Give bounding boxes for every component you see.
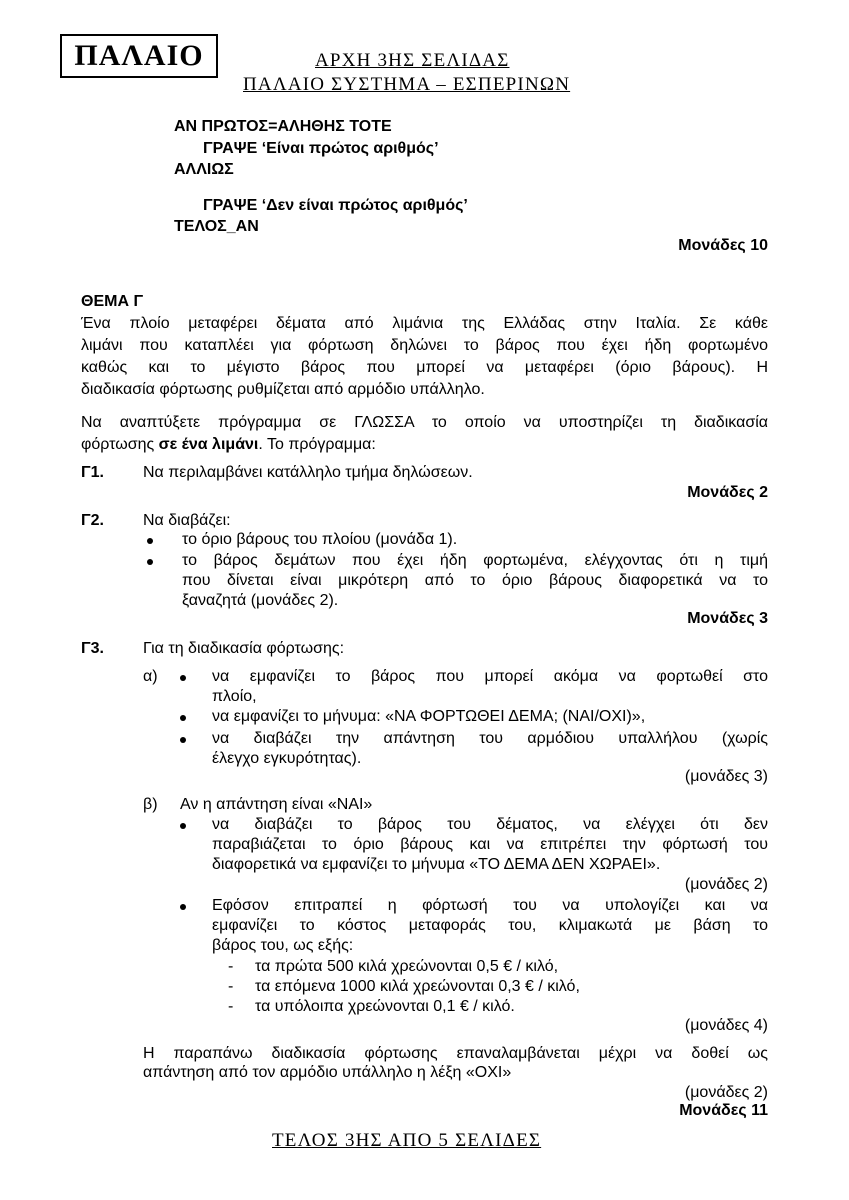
g3-a-bullet3-line1: να διαβάζει την απάντηση του αρμόδιου υπαλλήλου (χωρίς <box>212 730 768 747</box>
theme-p1-line1: Ένα πλοίο μεταφέρει δέματα από λιμάνια της Ελλάδας στην Ιταλία. Σε κάθε <box>81 315 768 332</box>
bullet-icon <box>180 675 186 681</box>
code-line-1: ΑΝ ΠΡΩΤΟΣ=ΑΛΗΘΗΣ ΤΟΤΕ <box>174 118 392 135</box>
g3-rate-1: τα πρώτα 500 κιλά χρεώνονται 0,5 € / κιλό, <box>255 958 559 975</box>
g3-b-intro: Αν η απάντηση είναι «ΝΑΙ» <box>180 796 373 813</box>
g3-b-label: β) <box>143 796 158 813</box>
theme-p2-text-bold: σε ένα λιμάνι <box>158 436 259 453</box>
g3-b-bullet1-points: (μονάδες 2) <box>684 876 768 893</box>
g2-points: Μονάδες 3 <box>687 610 768 627</box>
bullet-icon <box>147 559 153 565</box>
g3-b-bullet2-line1: Εφόσον επιτραπεί η φόρτωσή του να υπολογίζει και να <box>212 897 768 914</box>
g2-bullet1: το όριο βάρους του πλοίου (μονάδα 1). <box>182 531 458 548</box>
g1-text: Να περιλαμβάνει κατάλληλο τμήμα δηλώσεων. <box>143 464 473 481</box>
g3-a-bullet3-line2: έλεγχο εγκυρότητας). <box>212 750 362 767</box>
g3-b-bullet2-line3: βάρος του, ως εξής: <box>212 937 354 954</box>
code-line-2: ΓΡΑΨΕ ‘Είναι πρώτος αριθμός’ <box>203 140 439 157</box>
g3-a-label: α) <box>143 668 158 685</box>
bullet-icon <box>147 538 153 544</box>
g3-closing-line2: απάντηση από τον αρμόδιο υπάλληλο η λέξη «ΟΧΙ» <box>143 1064 512 1081</box>
g1-points: Μονάδες 2 <box>687 484 768 501</box>
bullet-icon <box>180 823 186 829</box>
theme-p2-text-a: φόρτωσης <box>81 436 159 453</box>
theme-p2-text-c: . Το πρόγραμμα: <box>258 436 376 453</box>
g3-b-bullet1-line1: να διαβάζει το βάρος του δέματος, να ελέγχει ότι δεν <box>212 816 768 833</box>
dash-marker: - <box>228 958 234 975</box>
g3-a-points: (μονάδες 3) <box>684 768 768 785</box>
g3-label: Γ3. <box>81 640 104 657</box>
g3-a-bullet1-line1: να εμφανίζει το βάρος που μπορεί ακόμα να φορτωθεί στο <box>212 668 768 685</box>
code-line-3: ΑΛΛΙΩΣ <box>174 161 234 178</box>
g2-bullet2-line3: ξαναζητά (μονάδες 2). <box>182 592 339 609</box>
page-footer: ΤΕΛΟΣ 3ΗΣ ΑΠΟ 5 ΣΕΛΙΔΕΣ <box>272 1130 542 1151</box>
g3-rate-2: τα επόμενα 1000 κιλά χρεώνονται 0,3 € / κιλό, <box>255 978 580 995</box>
g1-label: Γ1. <box>81 464 104 481</box>
code-line-5: ΤΕΛΟΣ_ΑΝ <box>174 218 259 235</box>
theme-title: ΘΕΜΑ Γ <box>81 293 144 310</box>
theme-p1-line3: καθώς και το μέγιστο βάρος που μπορεί να μεταφέρει (όριο βάρους). Η <box>81 359 768 376</box>
page-header-line1: ΑΡΧΗ 3ΗΣ ΣΕΛΙΔΑΣ <box>315 50 510 71</box>
g3-b-bullet2-line2: εμφανίζει το κόστος μεταφοράς του, κλιμακωτά με βάση το <box>212 917 768 934</box>
g2-label: Γ2. <box>81 512 104 529</box>
dash-marker: - <box>228 978 234 995</box>
page-header-line2: ΠΑΛΑΙΟ ΣΥΣΤΗΜΑ – ΕΣΠΕΡΙΝΩΝ <box>243 74 571 95</box>
page-stamp: ΠΑΛΑΙΟ <box>60 34 218 78</box>
code-line-4: ΓΡΑΨΕ ‘Δεν είναι πρώτος αριθμός’ <box>203 197 468 214</box>
g3-b-bullet2-points: (μονάδες 4) <box>684 1017 768 1034</box>
g3-a-bullet1-line2: πλοίο, <box>212 688 257 705</box>
bullet-icon <box>180 715 186 721</box>
bullet-icon <box>180 737 186 743</box>
g3-b-bullet1-line2: παραβιάζεται το όριο βάρους και να επιτρέπει την φόρτωσή του <box>212 836 768 853</box>
g3-closing-points: (μονάδες 2) <box>684 1084 768 1101</box>
g2-bullet2-line2: που δίνεται είναι μικρότερη από το όριο βάρους διαφορετικά να το <box>182 572 768 589</box>
g2-intro: Να διαβάζει: <box>143 512 231 529</box>
g2-bullet2-line1: το βάρος δεμάτων που έχει ήδη φορτωμένα, ελέγχοντας ότι η τιμή <box>182 552 768 569</box>
g3-closing-line1: Η παραπάνω διαδικασία φόρτωσης επαναλαμβάνεται μέχρι να δοθεί ως <box>143 1045 768 1062</box>
dash-marker: - <box>228 998 234 1015</box>
g3-a-bullet2: να εμφανίζει το μήνυμα: «ΝΑ ΦΟΡΤΩΘΕΙ ΔΕΜΑ; (ΝΑΙ/ΟΧΙ)», <box>212 708 646 725</box>
theme-p2-line1: Να αναπτύξετε πρόγραμμα σε ΓΛΩΣΣΑ το οποίο να υποστηρίζει τη διαδικασία <box>81 414 768 431</box>
theme-p1-line4: διαδικασία φόρτωσης ρυθμίζεται από αρμόδιο υπάλληλο. <box>81 381 485 398</box>
theme-p1-line2: λιμάνι που καταπλέει για φόρτωση δηλώνει το βάρος που έχει ήδη φορτωμένο <box>81 337 768 354</box>
g3-intro: Για τη διαδικασία φόρτωσης: <box>143 640 345 657</box>
g3-b-bullet1-line3: διαφορετικά να εμφανίζει το μήνυμα «ΤΟ ΔΕΜΑ ΔΕΝ ΧΩΡΑΕΙ». <box>212 856 661 873</box>
g3-rate-3: τα υπόλοιπα χρεώνονται 0,1 € / κιλό. <box>255 998 515 1015</box>
points-prev: Μονάδες 10 <box>678 237 768 254</box>
theme-p2-line2 <box>81 436 376 454</box>
bullet-icon <box>180 904 186 910</box>
g3-points: Μονάδες 11 <box>679 1102 768 1119</box>
